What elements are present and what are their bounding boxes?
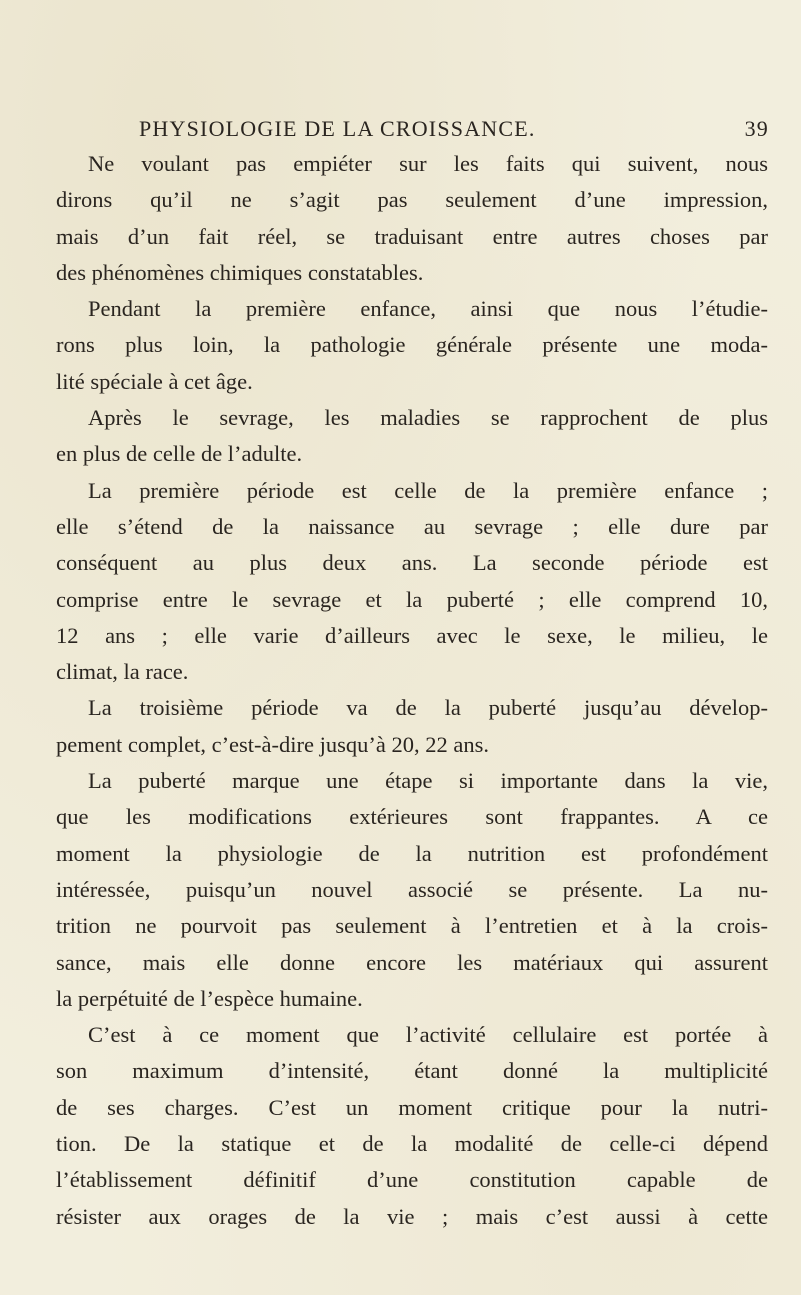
text-line: tion. De la statique et de la modalité de celle-ci dépend bbox=[56, 1131, 768, 1157]
text-line: lité spéciale à cet âge. bbox=[56, 368, 253, 394]
text-line: Après le sevrage, les maladies se rapprochent de plus bbox=[88, 405, 768, 431]
text-line: elle s’étend de la naissance au sevrage ; elle dure par bbox=[56, 513, 768, 539]
text-line: moment la physiologie de la nutrition est profondément bbox=[56, 840, 768, 866]
text-line: résister aux orages de la vie ; mais c’est aussi à cette bbox=[56, 1203, 768, 1229]
page-number: 39 bbox=[744, 116, 769, 141]
text-line: La puberté marque une étape si importante dans la vie, bbox=[88, 768, 768, 794]
text-line: 12 ans ; elle varie d’ailleurs avec le sexe, le milieu, le bbox=[56, 622, 768, 648]
text-line: des phénomènes chimiques constatables. bbox=[56, 259, 424, 285]
text-line: trition ne pourvoit pas seulement à l’entretien et à la crois- bbox=[56, 913, 768, 939]
text-line: C’est à ce moment que l’activité cellulaire est portée à bbox=[88, 1022, 768, 1048]
text-line: la perpétuité de l’espèce humaine. bbox=[56, 985, 363, 1011]
page-header bbox=[109, 116, 769, 144]
text-line: La troisième période va de la puberté jusqu’au dévelop- bbox=[88, 695, 768, 721]
text-line: de ses charges. C’est un moment critique pour la nutri- bbox=[56, 1094, 768, 1120]
text-line: l’établissement définitif d’une constitution capable de bbox=[56, 1167, 768, 1193]
text-line: en plus de celle de l’adulte. bbox=[56, 441, 303, 467]
running-title: PHYSIOLOGIE DE LA CROISSANCE. bbox=[139, 116, 536, 141]
text-line: climat, la race. bbox=[56, 659, 189, 685]
text-line: que les modifications extérieures sont frappantes. A ce bbox=[56, 804, 768, 830]
text-line: sance, mais elle donne encore les matériaux qui assurent bbox=[56, 949, 768, 975]
text-line: son maximum d’intensité, étant donné la multiplicité bbox=[56, 1058, 768, 1084]
text-line: rons plus loin, la pathologie générale présente une moda- bbox=[56, 332, 768, 358]
text-line: mais d’un fait réel, se traduisant entre autres choses par bbox=[56, 223, 768, 249]
text-line: dirons qu’il ne s’agit pas seulement d’une impression, bbox=[56, 187, 768, 213]
text-line: Ne voulant pas empiéter sur les faits qui suivent, nous bbox=[88, 151, 768, 176]
text-line: comprise entre le sevrage et la puberté ; elle comprend 10, bbox=[56, 586, 768, 612]
body-text bbox=[56, 146, 768, 1235]
text-line: Pendant la première enfance, ainsi que nous l’étudie- bbox=[88, 296, 768, 322]
text-line: intéressée, puisqu’un nouvel associé se présente. La nu- bbox=[56, 876, 768, 902]
text-line: pement complet, c’est-à-dire jusqu’à 20, 22 ans. bbox=[56, 731, 489, 757]
text-line: conséquent au plus deux ans. La seconde période est bbox=[56, 550, 768, 576]
text-line: La première période est celle de la première enfance ; bbox=[88, 477, 768, 503]
